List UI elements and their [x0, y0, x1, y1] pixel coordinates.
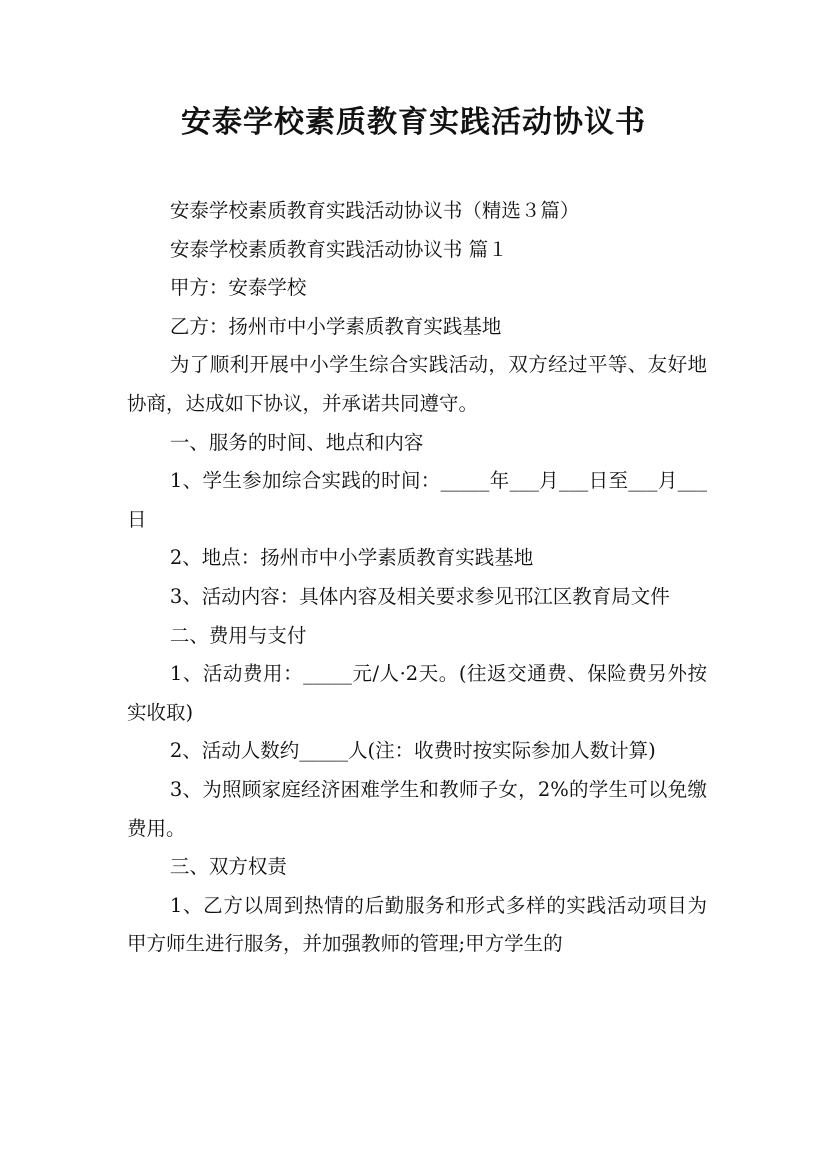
paragraph-responsibilities: 1、乙方以周到热情的后勤服务和形式多样的实践活动项目为甲方师生进行服务，并加强教师的管理;甲方学生的	[127, 893, 707, 956]
document-body	[127, 192, 707, 964]
paragraph-subtitle: 安泰学校素质教育实践活动协议书（精选３篇）	[169, 199, 580, 222]
paragraph-heading-3: 三、双方权责	[169, 855, 287, 879]
paragraph-fee: 1、活动费用：_____元/人·2天。(往返交通费、保险费另外按实收取)	[127, 662, 707, 724]
paragraph-section-heading: 安泰学校素质教育实践活动协议书 篇１	[169, 237, 508, 261]
paragraph-party-a: 甲方：安泰学校	[169, 276, 307, 300]
paragraph-time: 1、学生参加综合实践的时间：_____年___月___日至___月___日	[127, 469, 707, 531]
paragraph-heading-1: 一、服务的时间、地点和内容	[169, 430, 424, 454]
paragraph-party-b: 乙方：扬州市中小学素质教育实践基地	[169, 314, 502, 338]
paragraph-location: 2、地点：扬州市中小学素质教育实践基地	[169, 546, 534, 570]
paragraph-heading-2: 二、费用与支付	[169, 623, 307, 647]
paragraph-intro: 为了顺利开展中小学生综合实践活动，双方经过平等、友好地协商，达成如下协议，并承诺共同遵守。	[127, 353, 707, 415]
paragraph-exemption: 3、为照顾家庭经济困难学生和教师子女，2%的学生可以免缴费用。	[127, 777, 707, 840]
document-title: 安泰学校素质教育实践活动协议书	[181, 105, 646, 140]
paragraph-content: 3、活动内容：具体内容及相关要求参见邗江区教育局文件	[169, 584, 670, 608]
paragraph-headcount: 2、活动人数约_____人(注：收费时按实际参加人数计算)	[169, 739, 656, 763]
